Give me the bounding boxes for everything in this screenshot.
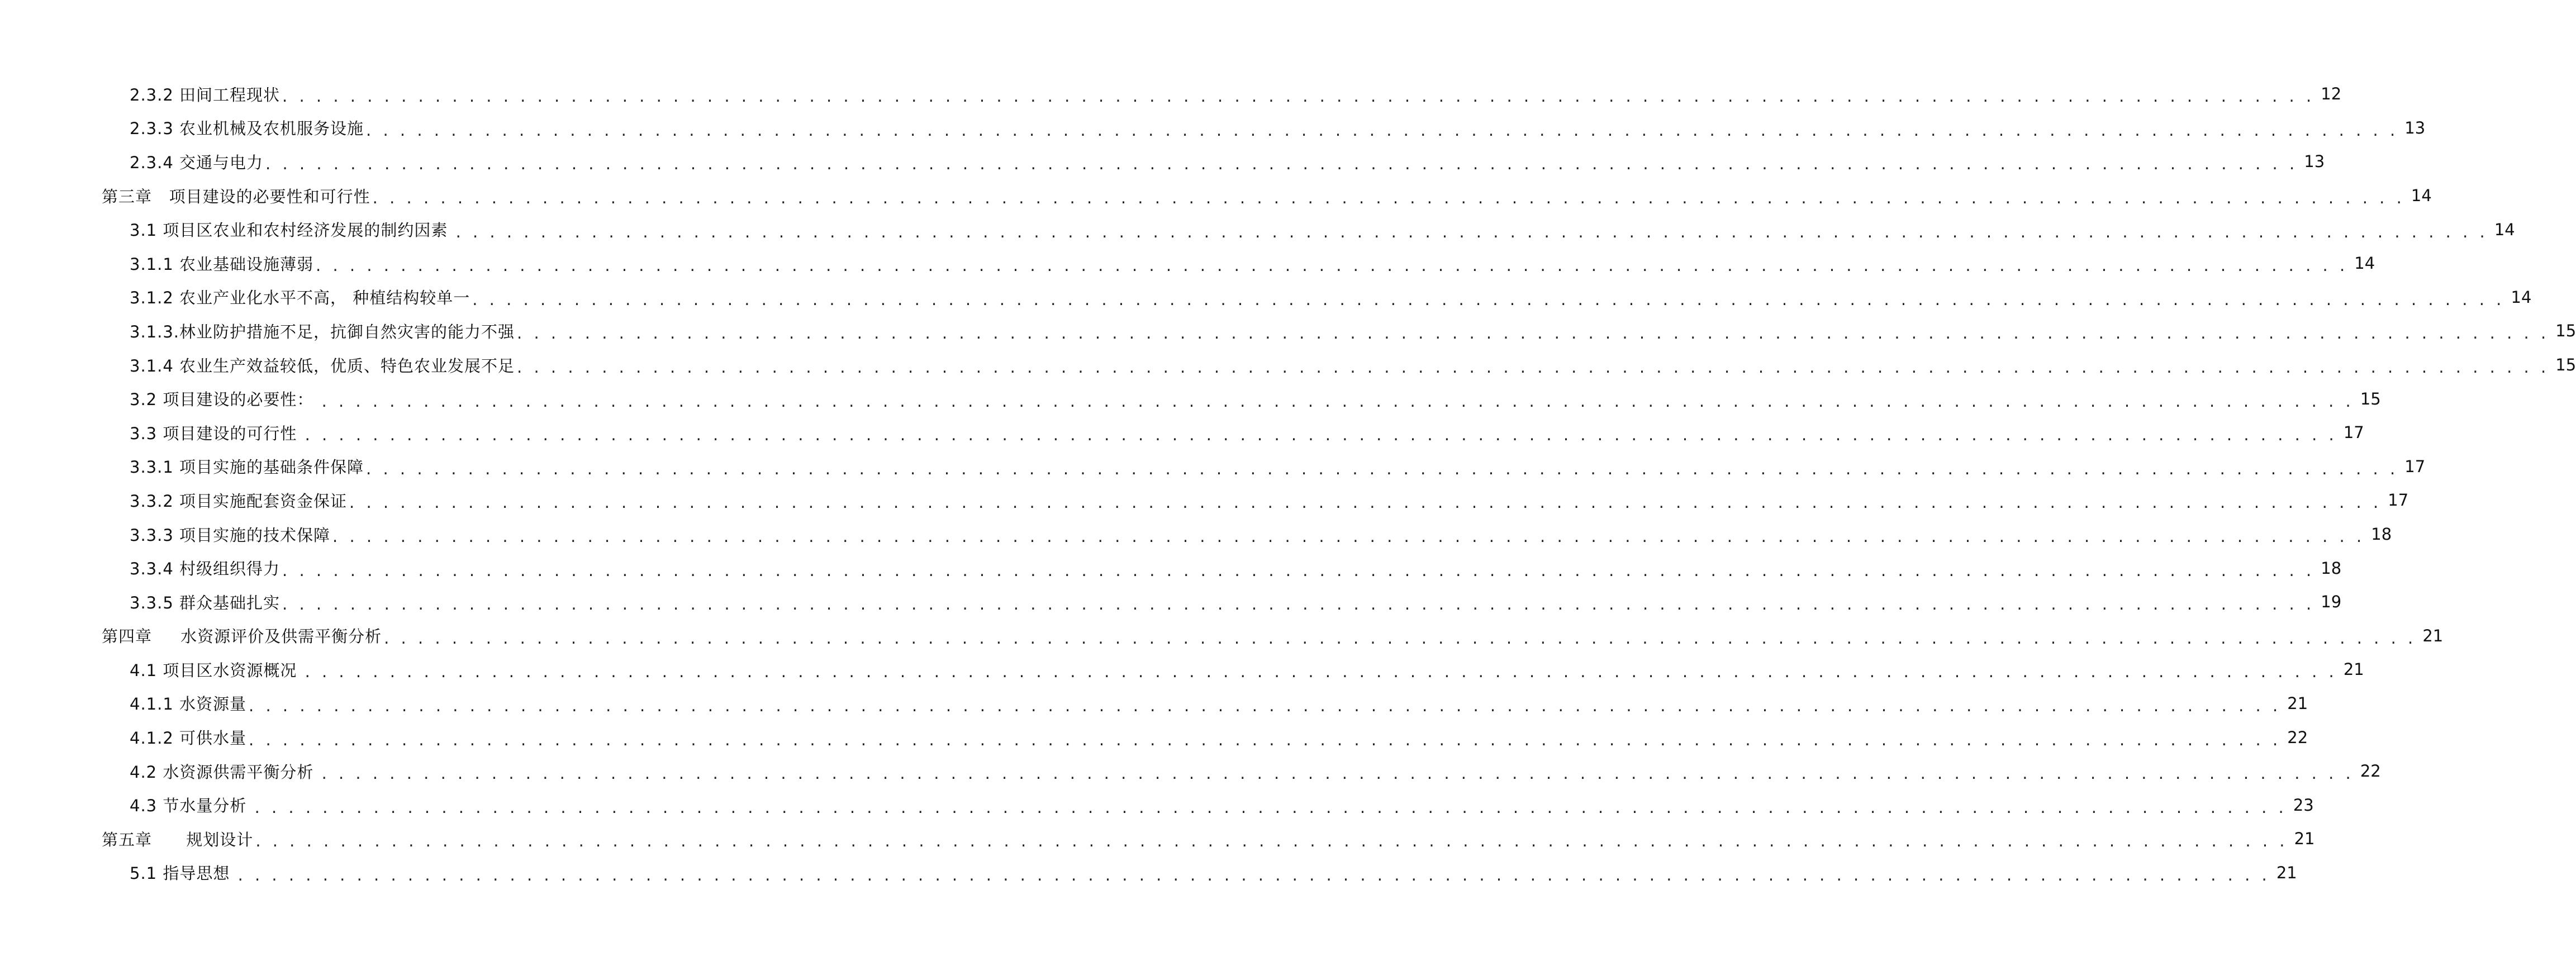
toc-entry-title: 2.3.4 交通与电力: [130, 153, 264, 172]
toc-entry-title: 3.3.2 项目实施配套资金保证: [130, 491, 348, 511]
toc-entry-page-number: 21: [2287, 693, 2308, 713]
toc-entry-title: 3.1.4 农业生产效益较低，优质、特色农业发展不足: [130, 356, 515, 375]
dot-leader: . . . . . . . . . . . . . . . . . . . . . . . . . . . . . . . . . . . . . . . . . . . . . . . . . . . . . . . . . . . . . . . . . . . . . . . . . . . . . . . . . . . . . . . . . . . . . . . . . . . . . . . . . . . . . . . . . . . . . . . .: [384, 628, 2417, 648]
toc-section-entry[interactable]: [0, 754, 2381, 788]
toc-entry-page-number: 21: [2294, 829, 2315, 849]
toc-entry-title: 4.2 水资源供需平衡分析: [130, 762, 320, 782]
dot-leader: . . . . . . . . . . . . . . . . . . . . . . . . . . . . . . . . . . . . . . . . . . . . . . . . . . . . . . . . . . . . . . . . . . . . . . . . . . . . . . . . . . . . . . . . . . . . . . . . . . . . . . . . . . . . . . . . . . . . . . . .: [282, 594, 2315, 614]
toc-entry-page-number: 21: [2343, 660, 2364, 679]
toc-section-entry[interactable]: [0, 77, 2342, 111]
toc-entry-title: 第五章 规划设计: [102, 830, 254, 849]
toc-entry-page-number: 18: [2371, 525, 2392, 544]
toc-entry-page-number: 13: [2304, 152, 2325, 172]
toc-entry-page-number: 15: [2360, 389, 2381, 408]
toc-section-entry[interactable]: [0, 348, 2576, 382]
toc-entry-title: 3.3 项目建设的可行性: [130, 424, 303, 443]
toc-section-entry[interactable]: [0, 653, 2364, 687]
dot-leader: . . . . . . . . . . . . . . . . . . . . . . . . . . . . . . . . . . . . . . . . . . . . . . . . . . . . . . . . . . . . . . . . . . . . . . . . . . . . . . . . . . . . . . . . . . . . . . . . . . . . . . . . . . . . . . . . . . . . . . . .: [332, 527, 2365, 546]
toc-entry-title: 3.2 项目建设的必要性：: [130, 390, 320, 410]
toc-entry-title: 2.3.2 田间工程现状: [130, 85, 281, 104]
toc-section-entry[interactable]: [0, 212, 2515, 246]
toc-entry-title: 3.3.3 项目实施的技术保障: [130, 525, 331, 545]
dot-leader: . . . . . . . . . . . . . . . . . . . . . . . . . . . . . . . . . . . . . . . . . . . . . . . . . . . . . . . . . . . . . . . . . . . . . . . . . . . . . . . . . . . . . . . . . . . . . . . . . . . . . . . . . . . . . . . . . . . . . . . .: [265, 154, 2298, 174]
toc-entry-page-number: 14: [2511, 287, 2532, 307]
dot-leader: . . . . . . . . . . . . . . . . . . . . . . . . . . . . . . . . . . . . . . . . . . . . . . . . . . . . . . . . . . . . . . . . . . . . . . . . . . . . . . . . . . . . . . . . . . . . . . . . . . . . . . . . . . . . . . . . . . . . . . . .: [249, 730, 2282, 749]
dot-leader: . . . . . . . . . . . . . . . . . . . . . . . . . . . . . . . . . . . . . . . . . . . . . . . . . . . . . . . . . . . . . . . . . . . . . . . . . . . . . . . . . . . . . . . . . . . . . . . . . . . . . . . . . . . . . . . . . . . . . . . .: [249, 696, 2282, 715]
toc-chapter-entry[interactable]: [0, 179, 2432, 213]
dot-leader: . . . . . . . . . . . . . . . . . . . . . . . . . . . . . . . . . . . . . . . . . . . . . . . . . . . . . . . . . . . . . . . . . . . . . . . . . . . . . . . . . . . . . . . . . . . . . . . . . . . . . . . . . . . . . . . . . . . . . . . .: [366, 120, 2399, 140]
toc-entry-page-number: 15: [2555, 321, 2576, 341]
toc-section-entry[interactable]: [0, 551, 2342, 585]
dot-leader: . . . . . . . . . . . . . . . . . . . . . . . . . . . . . . . . . . . . . . . . . . . . . . . . . . . . . . . . . . . . . . . . . . . . . . . . . . . . . . . . . . . . . . . . . . . . . . . . . . . . . . . . . . . . . . . . . . . . . . . .: [305, 425, 2337, 445]
toc-entry-page-number: 18: [2321, 558, 2342, 578]
toc-entry-title: 3.1.3.林业防护措施不足，抗御自然灾害的能力不强: [130, 322, 515, 341]
toc-entry-page-number: 23: [2293, 795, 2314, 815]
table-of-contents: [0, 77, 2576, 889]
dot-leader: . . . . . . . . . . . . . . . . . . . . . . . . . . . . . . . . . . . . . . . . . . . . . . . . . . . . . . . . . . . . . . . . . . . . . . . . . . . . . . . . . . . . . . . . . . . . . . . . . . . . . . . . . . . . . . . . . . . . . . . .: [254, 797, 2287, 817]
toc-entry-page-number: 14: [2354, 254, 2375, 273]
toc-section-entry[interactable]: [0, 585, 2342, 619]
toc-entry-page-number: 14: [2411, 186, 2432, 206]
toc-section-entry[interactable]: [0, 856, 2297, 890]
toc-chapter-entry[interactable]: [0, 619, 2444, 653]
toc-entry-title: 3.3.5 群众基础扎实: [130, 593, 281, 612]
toc-entry-title: 第三章 项目建设的必要性和可行性: [102, 187, 370, 206]
toc-entry-title: 4.1.1 水资源量: [130, 694, 247, 714]
dot-leader: . . . . . . . . . . . . . . . . . . . . . . . . . . . . . . . . . . . . . . . . . . . . . . . . . . . . . . . . . . . . . . . . . . . . . . . . . . . . . . . . . . . . . . . . . . . . . . . . . . . . . . . . . . . . . . . . . . . . . . . .: [517, 324, 2550, 343]
toc-entry-page-number: 17: [2343, 423, 2364, 443]
dot-leader: . . . . . . . . . . . . . . . . . . . . . . . . . . . . . . . . . . . . . . . . . . . . . . . . . . . . . . . . . . . . . . . . . . . . . . . . . . . . . . . . . . . . . . . . . . . . . . . . . . . . . . . . . . . . . . . . . . . . . . . .: [305, 662, 2337, 682]
toc-entry-title: 2.3.3 农业机械及农机服务设施: [130, 119, 364, 139]
toc-entry-page-number: 17: [2388, 491, 2409, 510]
dot-leader: . . . . . . . . . . . . . . . . . . . . . . . . . . . . . . . . . . . . . . . . . . . . . . . . . . . . . . . . . . . . . . . . . . . . . . . . . . . . . . . . . . . . . . . . . . . . . . . . . . . . . . . . . . . . . . . . . . . . . . . .: [282, 560, 2315, 580]
dot-leader: . . . . . . . . . . . . . . . . . . . . . . . . . . . . . . . . . . . . . . . . . . . . . . . . . . . . . . . . . . . . . . . . . . . . . . . . . . . . . . . . . . . . . . . . . . . . . . . . . . . . . . . . . . . . . . . . . . . . . . . .: [472, 289, 2505, 309]
toc-entry-title: 4.1.2 可供水量: [130, 729, 247, 748]
dot-leader: . . . . . . . . . . . . . . . . . . . . . . . . . . . . . . . . . . . . . . . . . . . . . . . . . . . . . . . . . . . . . . . . . . . . . . . . . . . . . . . . . . . . . . . . . . . . . . . . . . . . . . . . . . . . . . . . . . . . . . . .: [366, 459, 2399, 478]
toc-section-entry[interactable]: [0, 416, 2364, 450]
dot-leader: . . . . . . . . . . . . . . . . . . . . . . . . . . . . . . . . . . . . . . . . . . . . . . . . . . . . . . . . . . . . . . . . . . . . . . . . . . . . . . . . . . . . . . . . . . . . . . . . . . . . . . . . . . . . . . . . . . . . . . . .: [455, 222, 2488, 241]
toc-entry-title: 4.1 项目区水资源概况: [130, 660, 303, 680]
toc-section-entry[interactable]: [0, 720, 2308, 754]
toc-section-entry[interactable]: [0, 314, 2576, 348]
toc-section-entry[interactable]: [0, 280, 2532, 315]
toc-entry-page-number: 19: [2321, 592, 2342, 612]
toc-chapter-entry[interactable]: [0, 822, 2315, 856]
dot-leader: . . . . . . . . . . . . . . . . . . . . . . . . . . . . . . . . . . . . . . . . . . . . . . . . . . . . . . . . . . . . . . . . . . . . . . . . . . . . . . . . . . . . . . . . . . . . . . . . . . . . . . . . . . . . . . . . . . . . . . . .: [321, 764, 2354, 783]
toc-entry-title: 4.3 节水量分析: [130, 796, 253, 816]
toc-entry-page-number: 13: [2404, 118, 2426, 137]
toc-entry-page-number: 15: [2555, 355, 2576, 375]
toc-entry-title: 3.3.1 项目实施的基础条件保障: [130, 458, 364, 477]
toc-entry-title: 3.1 项目区农业和农村经济发展的制约因素: [130, 221, 454, 240]
dot-leader: . . . . . . . . . . . . . . . . . . . . . . . . . . . . . . . . . . . . . . . . . . . . . . . . . . . . . . . . . . . . . . . . . . . . . . . . . . . . . . . . . . . . . . . . . . . . . . . . . . . . . . . . . . . . . . . . . . . . . . . .: [237, 865, 2270, 884]
dot-leader: . . . . . . . . . . . . . . . . . . . . . . . . . . . . . . . . . . . . . . . . . . . . . . . . . . . . . . . . . . . . . . . . . . . . . . . . . . . . . . . . . . . . . . . . . . . . . . . . . . . . . . . . . . . . . . . . . . . . . . . .: [321, 391, 2354, 411]
toc-entry-page-number: 22: [2287, 727, 2308, 747]
toc-entry-title: 5.1 指导思想: [130, 864, 236, 883]
toc-section-entry[interactable]: [0, 450, 2426, 484]
toc-entry-page-number: 21: [2276, 863, 2297, 882]
dot-leader: . . . . . . . . . . . . . . . . . . . . . . . . . . . . . . . . . . . . . . . . . . . . . . . . . . . . . . . . . . . . . . . . . . . . . . . . . . . . . . . . . . . . . . . . . . . . . . . . . . . . . . . . . . . . . . . . . . . . . . . .: [316, 256, 2349, 275]
dot-leader: . . . . . . . . . . . . . . . . . . . . . . . . . . . . . . . . . . . . . . . . . . . . . . . . . . . . . . . . . . . . . . . . . . . . . . . . . . . . . . . . . . . . . . . . . . . . . . . . . . . . . . . . . . . . . . . . . . . . . . . .: [349, 493, 2382, 512]
dot-leader: . . . . . . . . . . . . . . . . . . . . . . . . . . . . . . . . . . . . . . . . . . . . . . . . . . . . . . . . . . . . . . . . . . . . . . . . . . . . . . . . . . . . . . . . . . . . . . . . . . . . . . . . . . . . . . . . . . . . . . . .: [282, 87, 2315, 106]
dot-leader: . . . . . . . . . . . . . . . . . . . . . . . . . . . . . . . . . . . . . . . . . . . . . . . . . . . . . . . . . . . . . . . . . . . . . . . . . . . . . . . . . . . . . . . . . . . . . . . . . . . . . . . . . . . . . . . . . . . . . . . .: [517, 358, 2550, 377]
toc-entry-page-number: 17: [2404, 456, 2426, 476]
toc-section-entry[interactable]: [0, 687, 2308, 721]
toc-entry-page-number: 21: [2422, 626, 2444, 645]
toc-entry-title: 3.1.1 农业基础设施薄弱: [130, 254, 314, 274]
toc-entry-title: 第四章 水资源评价及供需平衡分析: [102, 627, 382, 646]
toc-section-entry[interactable]: [0, 483, 2409, 517]
dot-leader: . . . . . . . . . . . . . . . . . . . . . . . . . . . . . . . . . . . . . . . . . . . . . . . . . . . . . . . . . . . . . . . . . . . . . . . . . . . . . . . . . . . . . . . . . . . . . . . . . . . . . . . . . . . . . . . . . . . . . . . .: [255, 831, 2288, 851]
toc-section-entry[interactable]: [0, 788, 2314, 822]
dot-leader: . . . . . . . . . . . . . . . . . . . . . . . . . . . . . . . . . . . . . . . . . . . . . . . . . . . . . . . . . . . . . . . . . . . . . . . . . . . . . . . . . . . . . . . . . . . . . . . . . . . . . . . . . . . . . . . . . . . . . . . .: [372, 188, 2405, 208]
toc-entry-title: 3.1.2 农业产业化水平不高， 种植结构较单一: [130, 288, 470, 308]
toc-entry-title: 3.3.4 村级组织得力: [130, 559, 281, 579]
toc-section-entry[interactable]: [0, 145, 2325, 179]
toc-entry-page-number: 14: [2494, 220, 2515, 239]
toc-section-entry[interactable]: [0, 382, 2381, 416]
toc-section-entry[interactable]: [0, 517, 2392, 551]
toc-section-entry[interactable]: [0, 111, 2426, 145]
toc-entry-page-number: 12: [2321, 84, 2342, 104]
toc-entry-page-number: 22: [2360, 762, 2381, 781]
toc-section-entry[interactable]: [0, 246, 2375, 280]
